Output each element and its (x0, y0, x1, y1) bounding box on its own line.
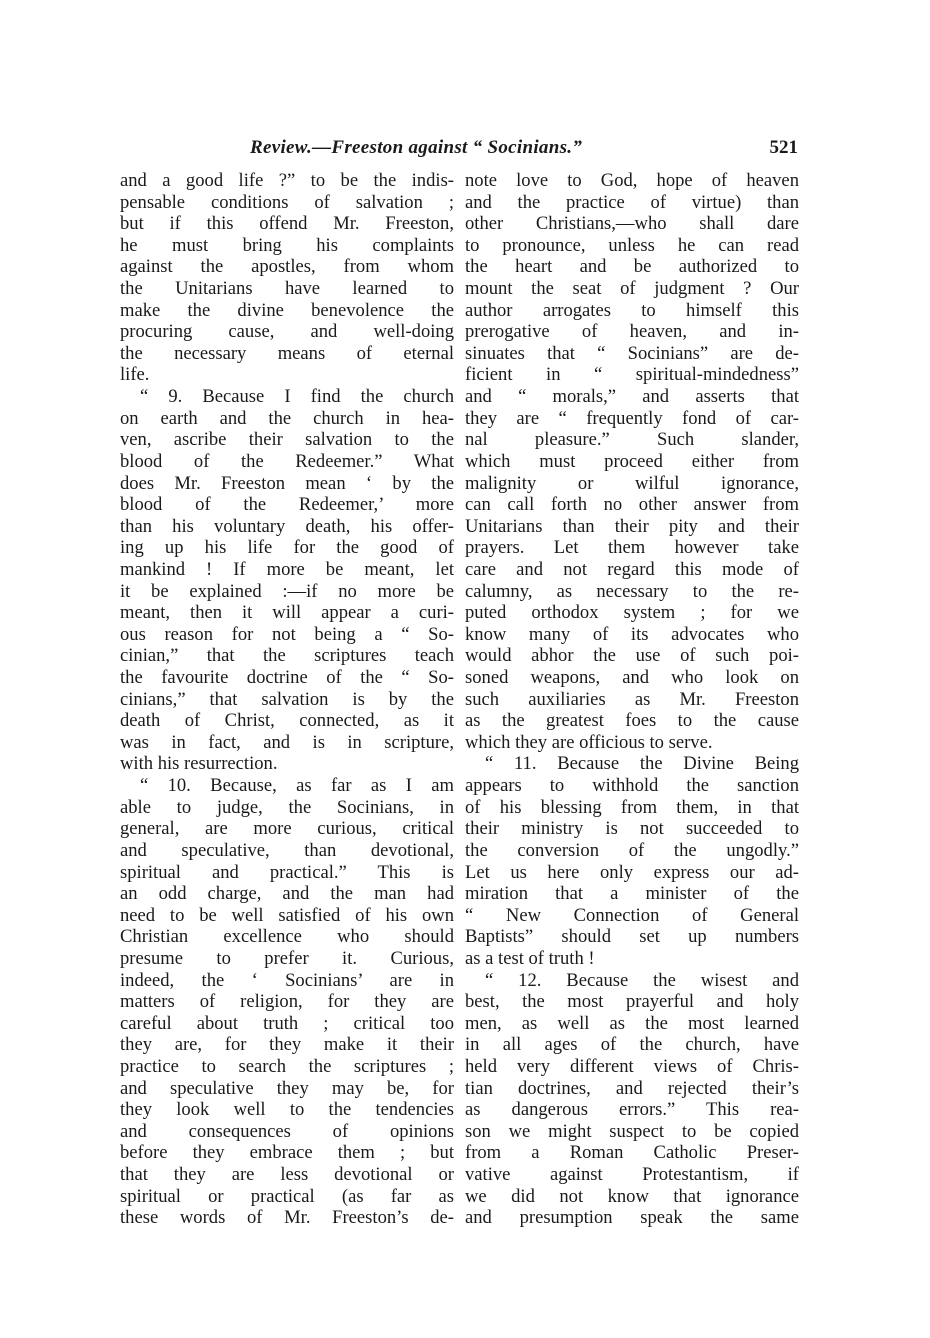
text-line: prayers. Let them however take (465, 537, 799, 559)
text-line: they are “ frequently fond of car- (465, 407, 799, 429)
text-line: an odd charge, and the man had (120, 883, 454, 905)
text-line: matters of religion, for they are (120, 991, 454, 1013)
text-line: that they are less devotional or (120, 1164, 454, 1186)
page-header (120, 137, 798, 167)
text-line: with his resurrection. (120, 753, 278, 775)
text-line: ing up his life for the good of (120, 537, 454, 559)
text-line: Baptists” should set up numbers (465, 926, 799, 948)
text-line: “ New Connection of General (465, 904, 799, 926)
text-line: tian doctrines, and rejected their’s (465, 1077, 799, 1099)
text-line: these words of Mr. Freeston’s de- (120, 1207, 454, 1229)
text-line: spiritual and practical.” This is (120, 861, 454, 883)
text-line: death of Christ, connected, as it (120, 710, 454, 732)
text-line: the necessary means of eternal (120, 342, 454, 364)
text-line: they are, for they make it their (120, 1034, 454, 1056)
text-line: and “ morals,” and asserts that (465, 386, 799, 408)
text-line: the heart and be authorized to (465, 256, 799, 278)
text-line: ven, ascribe their salvation to the (120, 429, 454, 451)
text-line: soned weapons, and who look on (465, 667, 799, 689)
text-line: blood of the Redeemer.” What (120, 450, 454, 472)
text-line: Unitarians than their pity and their (465, 515, 799, 537)
text-line: know many of its advocates who (465, 623, 799, 645)
text-line: “ 12. Because the wisest and (485, 969, 799, 991)
text-line: son we might suspect to be copied (465, 1120, 799, 1142)
text-line: we did not know that ignorance (465, 1185, 799, 1207)
text-line: the favourite doctrine of the “ So- (120, 667, 454, 689)
text-line: as the greatest foes to the cause (465, 710, 799, 732)
text-line: of his blessing from them, in that (465, 796, 799, 818)
text-line: they look well to the tendencies (120, 1099, 454, 1121)
text-line: and presumption speak the same (465, 1207, 799, 1229)
text-line: able to judge, the Socinians, in (120, 796, 454, 818)
text-line: and the practice of virtue) than (465, 191, 799, 213)
text-line: note love to God, hope of heaven (465, 170, 799, 191)
text-line: Christian excellence who should (120, 926, 454, 948)
text-line: presume to prefer it. Curious, (120, 947, 454, 969)
text-line: prerogative of heaven, and in- (465, 321, 799, 343)
text-line: which they are officious to serve. (465, 731, 713, 753)
running-head: Review.—Freeston against “ Socinians.” (250, 137, 583, 158)
text-line: against the apostles, from whom (120, 256, 454, 278)
text-line: and speculative they may be, for (120, 1077, 454, 1099)
text-line: in all ages of the church, have (465, 1034, 799, 1056)
text-line: mankind ! If more be meant, let (120, 558, 454, 580)
text-line: other Christians,—who shall dare (465, 213, 799, 235)
text-line: held very different views of Chris- (465, 1055, 799, 1077)
text-line: as a test of truth ! (465, 947, 595, 969)
text-line: indeed, the ‘ Socinians’ are in (120, 969, 454, 991)
text-line: spiritual or practical (as far as (120, 1185, 454, 1207)
text-line: “ 11. Because the Divine Being (485, 753, 799, 775)
text-line: would abhor the use of such poi- (465, 645, 799, 667)
text-line: pensable conditions of salvation ; (120, 191, 454, 213)
text-line: their ministry is not succeeded to (465, 818, 799, 840)
text-line: the Unitarians have learned to (120, 278, 454, 300)
text-line: blood of the Redeemer,’ more (120, 494, 454, 516)
text-line: which must proceed either from (465, 450, 799, 472)
text-line: the conversion of the ungodly.” (465, 839, 799, 861)
text-line: and speculative, than devotional, (120, 839, 454, 861)
text-line: can call forth no other answer from (465, 494, 799, 516)
text-line: best, the most prayerful and holy (465, 991, 799, 1013)
text-line: Let us here only express our ad- (465, 861, 799, 883)
text-line: ficient in “ spiritual-mindedness” (465, 364, 799, 386)
text-line: calumny, as necessary to the re- (465, 580, 799, 602)
right-column (465, 170, 799, 1229)
text-line: appears to withhold the sanction (465, 775, 799, 797)
text-line: before they embrace them ; but (120, 1142, 454, 1164)
text-line: does Mr. Freeston mean ‘ by the (120, 472, 454, 494)
text-line: sinuates that “ Socinians” are de- (465, 342, 799, 364)
text-line: careful about truth ; critical too (120, 1012, 454, 1034)
text-line: such auxiliaries as Mr. Freeston (465, 688, 799, 710)
text-line: nal pleasure.” Such slander, (465, 429, 799, 451)
text-line: care and not regard this mode of (465, 558, 799, 580)
left-column (120, 170, 454, 1229)
text-line: miration that a minister of the (465, 883, 799, 905)
page-number: 521 (769, 137, 798, 158)
text-line: make the divine benevolence the (120, 299, 454, 321)
text-line: to pronounce, unless he can read (465, 234, 799, 256)
text-line: on earth and the church in hea- (120, 407, 454, 429)
text-line: general, are more curious, critical (120, 818, 454, 840)
text-line: it be explained :—if no more be (120, 580, 454, 602)
text-line: cinians,” that salvation is by the (120, 688, 454, 710)
text-line: meant, then it will appear a curi- (120, 602, 454, 624)
text-line: cinian,” that the scriptures teach (120, 645, 454, 667)
text-line: was in fact, and is in scripture, (120, 731, 454, 753)
text-line: “ 10. Because, as far as I am (140, 775, 454, 797)
text-line: he must bring his complaints (120, 234, 454, 256)
text-line: mount the seat of judgment ? Our (465, 278, 799, 300)
text-line: ous reason for not being a “ So- (120, 623, 454, 645)
text-line: vative against Protestantism, if (465, 1164, 799, 1186)
text-line: puted orthodox system ; for we (465, 602, 799, 624)
text-line: “ 9. Because I find the church (140, 386, 454, 408)
text-line: author arrogates to himself this (465, 299, 799, 321)
text-line: men, as well as the most learned (465, 1012, 799, 1034)
text-line: malignity or wilful ignorance, (465, 472, 799, 494)
text-line: need to be well satisfied of his own (120, 904, 454, 926)
text-line: but if this offend Mr. Freeston, (120, 213, 454, 235)
text-line: than his voluntary death, his offer- (120, 515, 454, 537)
text-line: from a Roman Catholic Preser- (465, 1142, 799, 1164)
text-line: as dangerous errors.” This rea- (465, 1099, 799, 1121)
text-line: and a good life ?” to be the indis- (120, 170, 454, 191)
text-line: procuring cause, and well-doing (120, 321, 454, 343)
text-line: and consequences of opinions (120, 1120, 454, 1142)
text-line: practice to search the scriptures ; (120, 1055, 454, 1077)
text-line: life. (120, 364, 150, 386)
